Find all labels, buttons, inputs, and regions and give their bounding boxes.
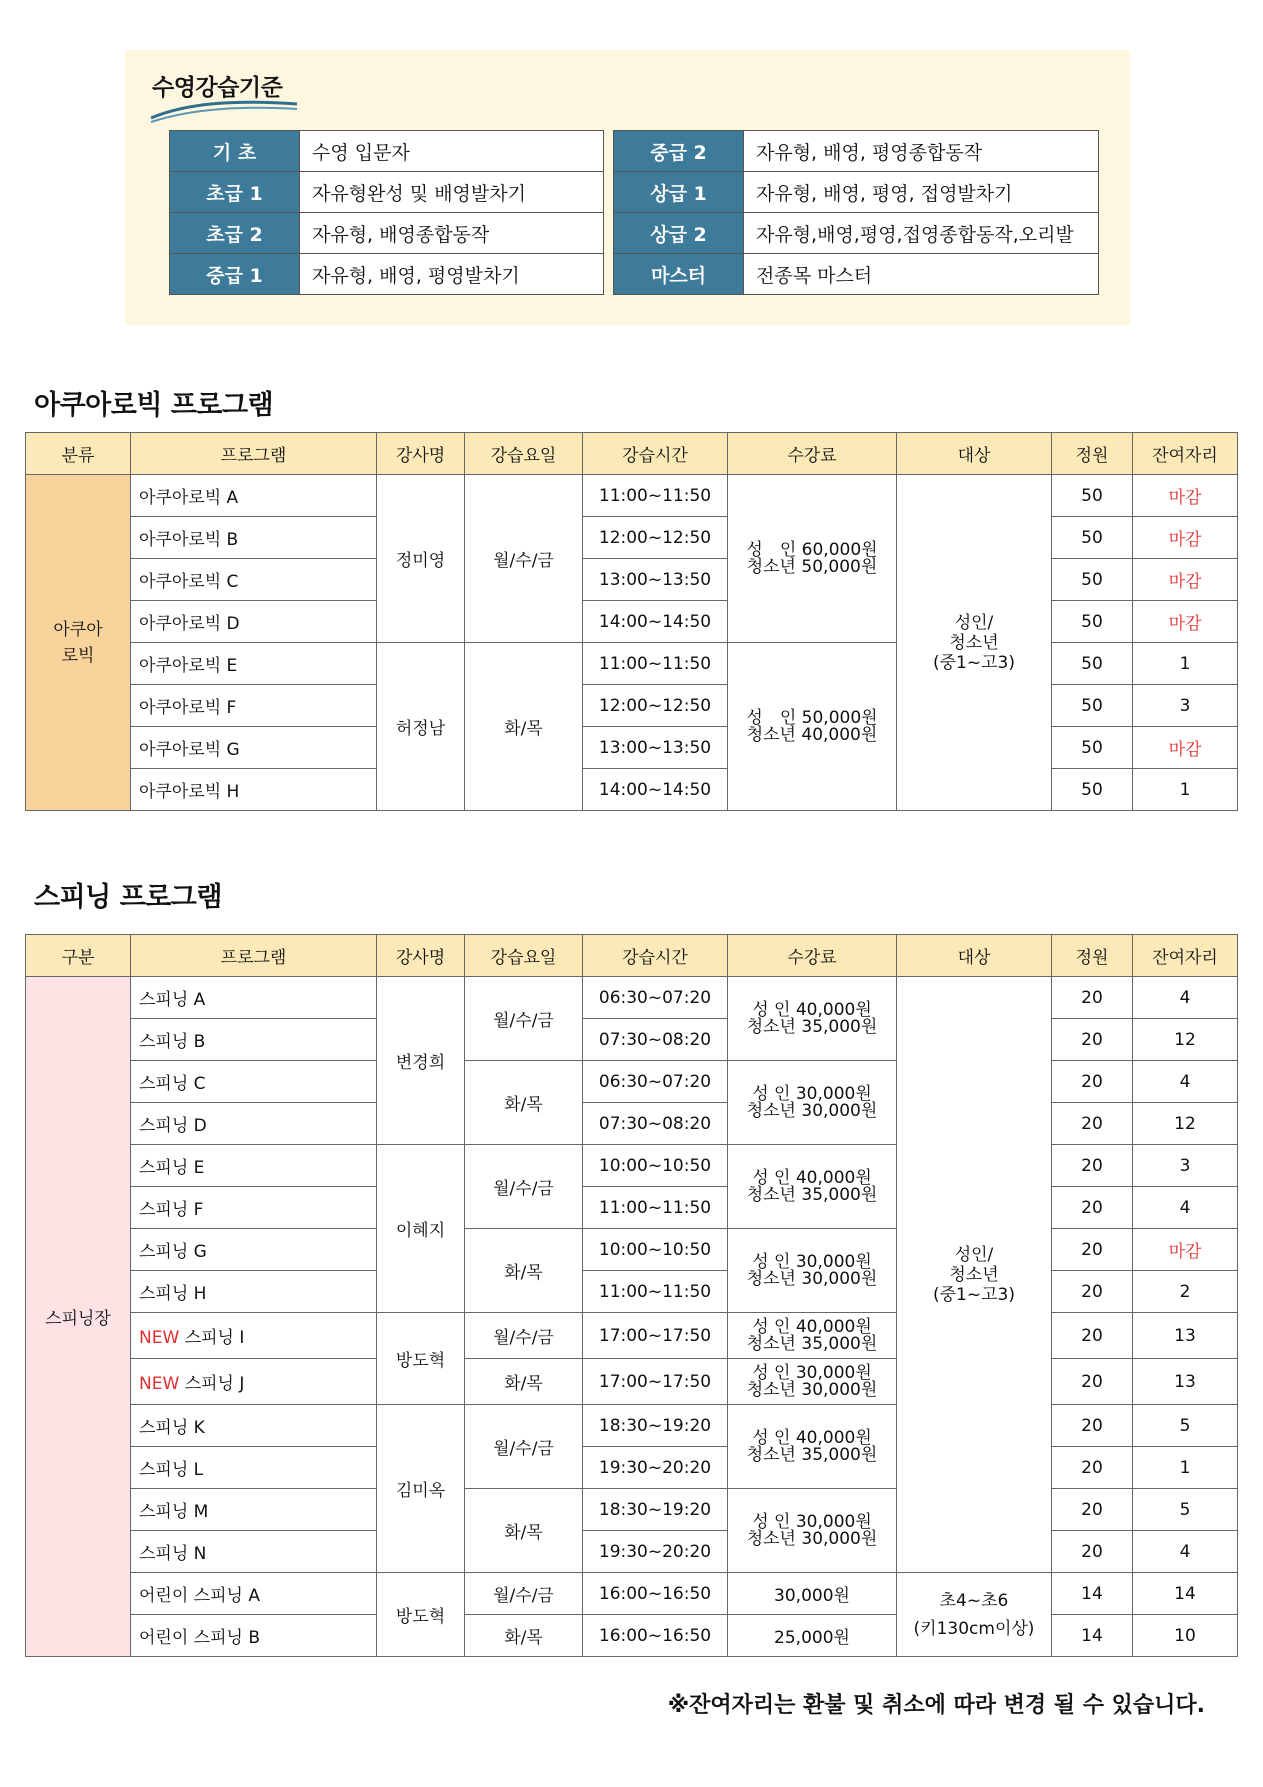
remaining-seats: 4 (1133, 1061, 1238, 1103)
capacity: 20 (1052, 1489, 1133, 1531)
program-name: 아쿠아로빅 D (131, 601, 377, 643)
capacity: 20 (1052, 1103, 1133, 1145)
instructor-name: 이혜지 (377, 1145, 465, 1313)
swim-levels-panel (125, 50, 1130, 325)
program-name: 아쿠아로빅 A (131, 475, 377, 517)
level-description: 자유형완성 및 배영발차기 (300, 172, 604, 213)
class-time: 19:30~20:20 (583, 1531, 728, 1573)
instructor-name: 방도혁 (377, 1313, 465, 1405)
instructor-name: 김미옥 (377, 1405, 465, 1573)
level-description: 자유형, 배영, 평영종합동작 (744, 131, 1099, 172)
header-program: 프로그램 (131, 433, 377, 475)
target-line: (중1~고3) (933, 652, 1015, 673)
footnote: ※잔여자리는 환불 및 취소에 따라 변경 될 수 있습니다. (667, 1693, 1205, 1718)
table-row (26, 517, 1238, 559)
header-category: 분류 (26, 433, 131, 475)
aerobic-section-title: 아쿠아로빅 프로그램 (34, 390, 274, 421)
program-name: 아쿠아로빅 C (131, 559, 377, 601)
remaining-seats: 1 (1133, 769, 1238, 811)
remaining-seats: 13 (1133, 1359, 1238, 1405)
table-row (26, 1359, 1238, 1405)
program-name: 스피닝 K (131, 1405, 377, 1447)
class-time: 10:00~10:50 (583, 1229, 728, 1271)
category-label: 아쿠아 로빅 (53, 619, 103, 666)
class-time: 18:30~19:20 (583, 1405, 728, 1447)
remaining-seats: 13 (1133, 1313, 1238, 1359)
table-row (26, 769, 1238, 811)
instructor-name: 허정남 (377, 643, 465, 811)
header-instructor: 강사명 (377, 433, 465, 475)
class-time: 12:00~12:50 (583, 685, 728, 727)
fee-adult: 성 인 40,000원 (752, 1167, 872, 1188)
capacity: 50 (1052, 769, 1133, 811)
wave-swoosh-icon (149, 98, 299, 124)
table-row (26, 1019, 1238, 1061)
header-category: 구분 (26, 935, 131, 977)
table-row (26, 1615, 1238, 1657)
table-row (26, 643, 1238, 685)
fee-youth: 청소년 30,000원 (746, 1528, 878, 1549)
header-time: 강습시간 (583, 433, 728, 475)
level-row (614, 254, 1099, 295)
class-days: 월/수/금 (465, 1145, 583, 1229)
capacity: 20 (1052, 1061, 1133, 1103)
new-badge: NEW (139, 1374, 180, 1394)
table-header-row (26, 433, 1238, 475)
remaining-seats: 5 (1133, 1405, 1238, 1447)
fee-adult: 성 인 40,000원 (752, 999, 872, 1020)
levels-table-right (613, 130, 1099, 295)
fee-cell (728, 1489, 897, 1573)
level-row (614, 213, 1099, 254)
table-row (26, 601, 1238, 643)
capacity: 20 (1052, 1405, 1133, 1447)
class-time: 07:30~08:20 (583, 1103, 728, 1145)
capacity: 20 (1052, 977, 1133, 1019)
fee-cell (728, 475, 897, 643)
remaining-seats: 마감 (1133, 601, 1238, 643)
target-line: 성인/ (954, 1244, 994, 1265)
program-name (131, 1313, 377, 1359)
program-name: 어린이 스피닝 B (131, 1615, 377, 1657)
new-badge: NEW (139, 1328, 180, 1348)
class-time: 11:00~11:50 (583, 1271, 728, 1313)
target-line: (키130cm이상) (913, 1618, 1035, 1639)
class-time: 13:00~13:50 (583, 559, 728, 601)
header-remaining: 잔여자리 (1133, 433, 1238, 475)
fee-adult: 성 인 30,000원 (752, 1083, 872, 1104)
header-fee: 수강료 (728, 935, 897, 977)
fee-cell (728, 1359, 897, 1405)
fee-youth: 청소년 40,000원 (746, 724, 878, 745)
remaining-seats: 14 (1133, 1573, 1238, 1615)
spinning-section-title: 스피닝 프로그램 (34, 882, 222, 913)
level-description: 자유형, 배영, 평영발차기 (300, 254, 604, 295)
capacity: 20 (1052, 1187, 1133, 1229)
header-fee: 수강료 (728, 433, 897, 475)
class-time: 16:00~16:50 (583, 1615, 728, 1657)
table-row (26, 1229, 1238, 1271)
capacity: 20 (1052, 1019, 1133, 1061)
capacity: 14 (1052, 1615, 1133, 1657)
category-cell (26, 475, 131, 811)
category-label: 스피닝장 (26, 977, 131, 1657)
class-days: 월/수/금 (465, 1405, 583, 1489)
capacity: 20 (1052, 1229, 1133, 1271)
class-days: 화/목 (465, 1615, 583, 1657)
level-description: 자유형,배영,평영,접영종합동작,오리발 (744, 213, 1099, 254)
program-name: 아쿠아로빅 E (131, 643, 377, 685)
target-line: (중1~고3) (933, 1284, 1015, 1305)
table-row (26, 1531, 1238, 1573)
aerobic-schedule-table (25, 432, 1238, 811)
class-time: 16:00~16:50 (583, 1573, 728, 1615)
program-name: 아쿠아로빅 B (131, 517, 377, 559)
program-name: 스피닝 E (131, 1145, 377, 1187)
capacity: 20 (1052, 1359, 1133, 1405)
program-name: 스피닝 C (131, 1061, 377, 1103)
fee-single: 30,000원 (728, 1573, 897, 1615)
level-name: 마스터 (614, 254, 744, 295)
table-header-row (26, 935, 1238, 977)
program-name (131, 1359, 377, 1405)
remaining-seats: 마감 (1133, 727, 1238, 769)
target-line: 청소년 (949, 632, 999, 653)
class-days: 월/수/금 (465, 475, 583, 643)
fee-youth: 청소년 50,000원 (746, 556, 878, 577)
target-cell (897, 977, 1052, 1573)
class-days: 화/목 (465, 643, 583, 811)
program-name: 스피닝 L (131, 1447, 377, 1489)
fee-adult: 성 인 40,000원 (752, 1316, 872, 1337)
fee-cell (728, 1313, 897, 1359)
table-row (26, 1313, 1238, 1359)
level-name: 초급 2 (170, 213, 300, 254)
class-time: 19:30~20:20 (583, 1447, 728, 1489)
fee-youth: 청소년 30,000원 (746, 1379, 878, 1400)
table-row (26, 1187, 1238, 1229)
program-name: 스피닝 N (131, 1531, 377, 1573)
fee-youth: 청소년 35,000원 (746, 1016, 878, 1037)
program-name-text: 스피닝 I (184, 1328, 245, 1348)
fee-adult: 성 인 30,000원 (752, 1251, 872, 1272)
level-description: 수영 입문자 (300, 131, 604, 172)
class-days: 월/수/금 (465, 1313, 583, 1359)
level-name: 상급 2 (614, 213, 744, 254)
capacity: 50 (1052, 643, 1133, 685)
remaining-seats: 마감 (1133, 517, 1238, 559)
fee-youth: 청소년 35,000원 (746, 1444, 878, 1465)
level-name: 중급 1 (170, 254, 300, 295)
program-name: 스피닝 B (131, 1019, 377, 1061)
class-time: 10:00~10:50 (583, 1145, 728, 1187)
class-time: 14:00~14:50 (583, 769, 728, 811)
level-description: 자유형, 배영종합동작 (300, 213, 604, 254)
level-row (170, 213, 604, 254)
table-row (26, 1447, 1238, 1489)
level-name: 초급 1 (170, 172, 300, 213)
class-time: 18:30~19:20 (583, 1489, 728, 1531)
class-time: 07:30~08:20 (583, 1019, 728, 1061)
capacity: 20 (1052, 1447, 1133, 1489)
levels-table-left (169, 130, 604, 295)
header-remaining: 잔여자리 (1133, 935, 1238, 977)
level-row (170, 172, 604, 213)
remaining-seats: 1 (1133, 643, 1238, 685)
remaining-seats: 5 (1133, 1489, 1238, 1531)
program-name: 스피닝 D (131, 1103, 377, 1145)
class-time: 06:30~07:20 (583, 977, 728, 1019)
fee-single: 25,000원 (728, 1615, 897, 1657)
table-row (26, 1573, 1238, 1615)
remaining-seats: 3 (1133, 685, 1238, 727)
capacity: 50 (1052, 685, 1133, 727)
fee-adult: 성 인 30,000원 (752, 1511, 872, 1532)
program-name: 스피닝 F (131, 1187, 377, 1229)
level-row (614, 172, 1099, 213)
class-time: 11:00~11:50 (583, 643, 728, 685)
table-row (26, 727, 1238, 769)
header-time: 강습시간 (583, 935, 728, 977)
table-row (26, 475, 1238, 517)
level-name: 중급 2 (614, 131, 744, 172)
level-row (170, 131, 604, 172)
capacity: 50 (1052, 601, 1133, 643)
header-program: 프로그램 (131, 935, 377, 977)
class-days: 화/목 (465, 1359, 583, 1405)
header-target: 대상 (897, 935, 1052, 977)
instructor-name: 정미영 (377, 475, 465, 643)
capacity: 20 (1052, 1271, 1133, 1313)
header-capacity: 정원 (1052, 433, 1133, 475)
capacity: 50 (1052, 517, 1133, 559)
fee-adult: 성 인 60,000원 (746, 539, 878, 560)
class-time: 14:00~14:50 (583, 601, 728, 643)
program-name-text: 스피닝 J (184, 1374, 245, 1394)
kids-target-cell (897, 1573, 1052, 1657)
class-days: 월/수/금 (465, 1573, 583, 1615)
class-days: 월/수/금 (465, 977, 583, 1061)
target-line: 초4~초6 (939, 1590, 1009, 1611)
capacity: 20 (1052, 1531, 1133, 1573)
class-time: 17:00~17:50 (583, 1359, 728, 1405)
table-row (26, 1061, 1238, 1103)
header-days: 강습요일 (465, 935, 583, 977)
remaining-seats: 마감 (1133, 559, 1238, 601)
level-name: 기 초 (170, 131, 300, 172)
remaining-seats: 12 (1133, 1019, 1238, 1061)
fee-youth: 청소년 35,000원 (746, 1333, 878, 1354)
target-line: 청소년 (949, 1264, 999, 1285)
instructor-name: 방도혁 (377, 1573, 465, 1657)
fee-youth: 청소년 30,000원 (746, 1100, 878, 1121)
fee-cell (728, 1145, 897, 1229)
header-target: 대상 (897, 433, 1052, 475)
fee-cell (728, 1229, 897, 1313)
program-name: 어린이 스피닝 A (131, 1573, 377, 1615)
remaining-seats: 4 (1133, 1187, 1238, 1229)
fee-youth: 청소년 35,000원 (746, 1184, 878, 1205)
fee-adult: 성 인 30,000원 (752, 1362, 872, 1383)
fee-cell (728, 1405, 897, 1489)
table-row (26, 1145, 1238, 1187)
header-capacity: 정원 (1052, 935, 1133, 977)
remaining-seats: 마감 (1133, 475, 1238, 517)
fee-cell (728, 643, 897, 811)
header-days: 강습요일 (465, 433, 583, 475)
level-description: 자유형, 배영, 평영, 접영발차기 (744, 172, 1099, 213)
table-row (26, 1405, 1238, 1447)
capacity: 20 (1052, 1313, 1133, 1359)
table-row (26, 1103, 1238, 1145)
level-description: 전종목 마스터 (744, 254, 1099, 295)
swim-levels-title: 수영강습기준 (152, 75, 283, 101)
program-name: 스피닝 H (131, 1271, 377, 1313)
table-row (26, 1489, 1238, 1531)
remaining-seats: 10 (1133, 1615, 1238, 1657)
level-row (170, 254, 604, 295)
program-name: 스피닝 A (131, 977, 377, 1019)
remaining-seats: 3 (1133, 1145, 1238, 1187)
capacity: 14 (1052, 1573, 1133, 1615)
spinning-schedule-table (25, 934, 1238, 1657)
header-instructor: 강사명 (377, 935, 465, 977)
remaining-seats: 1 (1133, 1447, 1238, 1489)
capacity: 50 (1052, 475, 1133, 517)
class-time: 11:00~11:50 (583, 475, 728, 517)
instructor-name: 변경희 (377, 977, 465, 1145)
class-time: 11:00~11:50 (583, 1187, 728, 1229)
table-row (26, 685, 1238, 727)
class-time: 17:00~17:50 (583, 1313, 728, 1359)
fee-cell (728, 977, 897, 1061)
remaining-seats: 4 (1133, 977, 1238, 1019)
fee-adult: 성 인 40,000원 (752, 1427, 872, 1448)
fee-adult: 성 인 50,000원 (746, 707, 878, 728)
remaining-seats: 4 (1133, 1531, 1238, 1573)
class-days: 화/목 (465, 1489, 583, 1573)
level-name: 상급 1 (614, 172, 744, 213)
capacity: 50 (1052, 559, 1133, 601)
capacity: 50 (1052, 727, 1133, 769)
program-name: 아쿠아로빅 H (131, 769, 377, 811)
capacity: 20 (1052, 1145, 1133, 1187)
table-row (26, 559, 1238, 601)
fee-cell (728, 1061, 897, 1145)
program-name: 스피닝 M (131, 1489, 377, 1531)
level-row (614, 131, 1099, 172)
target-cell (897, 475, 1052, 811)
fee-youth: 청소년 30,000원 (746, 1268, 878, 1289)
class-time: 06:30~07:20 (583, 1061, 728, 1103)
program-name: 아쿠아로빅 G (131, 727, 377, 769)
class-time: 13:00~13:50 (583, 727, 728, 769)
program-name: 스피닝 G (131, 1229, 377, 1271)
class-time: 12:00~12:50 (583, 517, 728, 559)
target-line: 성인/ (954, 612, 994, 633)
remaining-seats: 마감 (1133, 1229, 1238, 1271)
program-name: 아쿠아로빅 F (131, 685, 377, 727)
class-days: 화/목 (465, 1061, 583, 1145)
table-row (26, 1271, 1238, 1313)
remaining-seats: 12 (1133, 1103, 1238, 1145)
class-days: 화/목 (465, 1229, 583, 1313)
remaining-seats: 2 (1133, 1271, 1238, 1313)
table-row (26, 977, 1238, 1019)
